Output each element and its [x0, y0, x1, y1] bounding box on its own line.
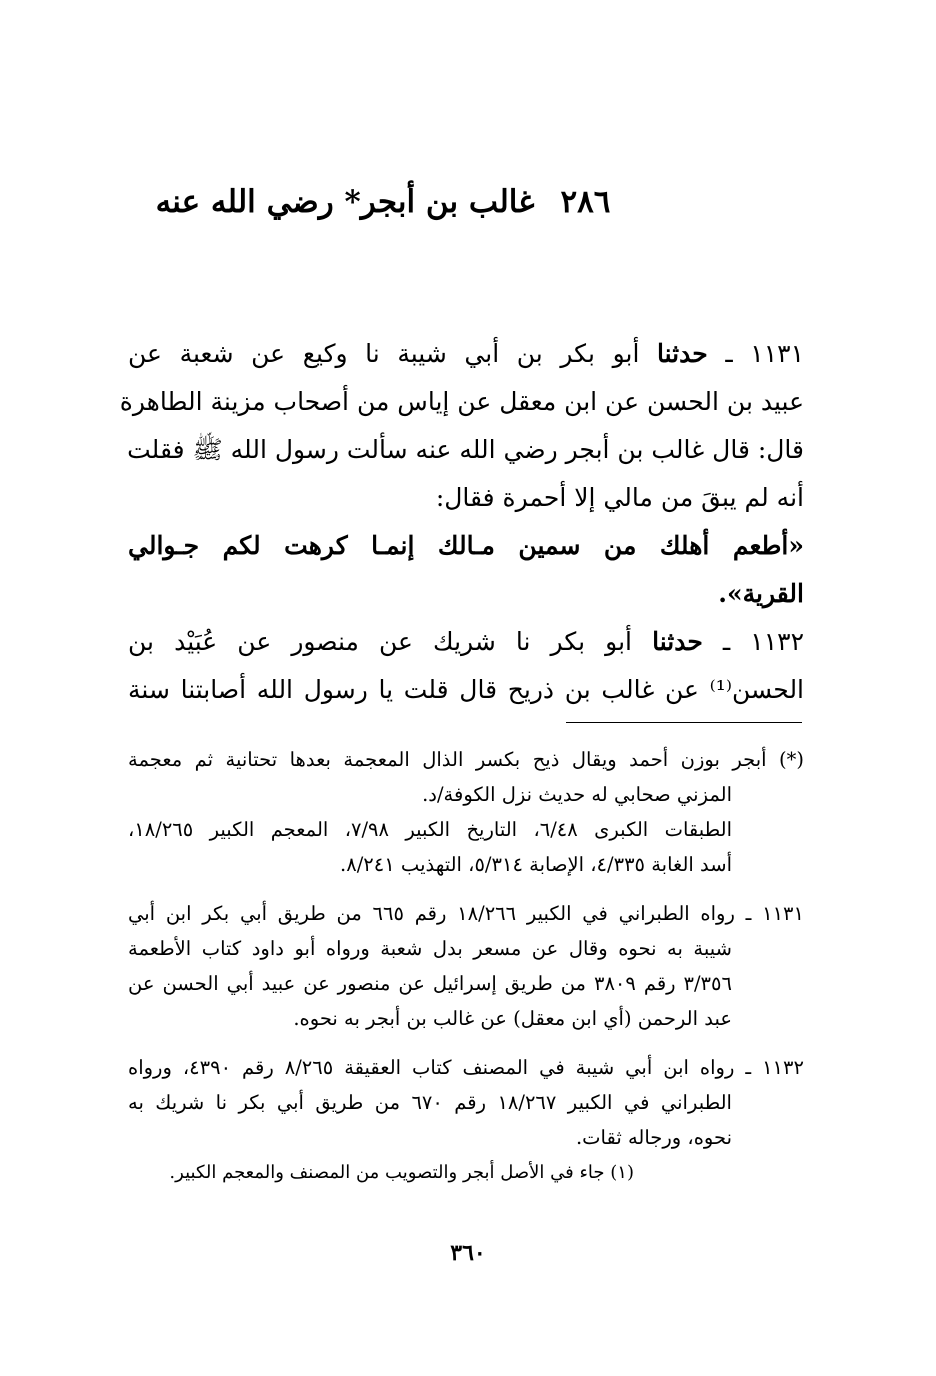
hadith-line: الحسن⁽¹⁾ عن غالب بن ذريح قال قلت يا رسول الله أصابتنا سنة	[128, 675, 805, 704]
hadith-line: ١١٣١ ـ حدثنا أبو بكر بن أبي شيبة نا وكيع عن شعبة عن	[128, 339, 805, 368]
footnote-1132: ١١٣٢ ـ رواه ابن أبي شيبة في المصنف كتاب العقيقة ٨/٢٦٥ رقم ٤٣٩٠، ورواه الطبراني في الكبير ١٨/٢٦٧ رقم ٦٧٠ من طريق أبي بكر نا شريك به نحوه، ورجاله ثقات. (١) جاء في الأصل أبجر والتصويب من المصنف والمعجم الكبير.	[128, 1050, 804, 1190]
footnote-divider	[566, 722, 802, 723]
hadith-number: ١١٣٢ ـ	[702, 627, 805, 656]
title-text: غالب بن أبجر* رضي الله عنه	[155, 184, 535, 220]
hadith-line: قال: قال غالب بن أبجر رضي الله عنه سألت رسول الله ﷺ فقلت	[127, 435, 804, 464]
footnotes	[128, 742, 804, 1204]
main-text	[119, 330, 805, 714]
footnote-biography: (*) أبجر بوزن أحمد ويقال ذيح بكسر الذال المعجمة بعدها تحتانية ثم معجمة المزني صحابي له حديث نزل الكوفة/د. الطبقات الكبرى ٦/٤٨، التاريخ الكبير ٧/٩٨، المعجم الكبير ١٨/٢٦٥، أسد الغابة ٤/٣٣٥، الإصابة ٥/٣١٤، التهذيب ٨/٢٤١.	[128, 748, 804, 876]
page-number: ٣٦٠	[450, 1240, 486, 1266]
page-title	[130, 182, 636, 222]
hadith-label: حدثنا	[657, 339, 708, 368]
hadith-line: أنه لم يبقَ من مالي إلا أحمرة فقال:	[435, 483, 804, 512]
footnote-1131: ١١٣١ ـ رواه الطبراني في الكبير ١٨/٢٦٦ رقم ٦٦٥ من طريق أبي بكر ابن أبي شيبة به نحوه وقال عن مسعر بدل شعبة ورواه أبو داود كتاب الأطعمة ٣/٣٥٦ رقم ٣٨٠٩ من طريق إسرائيل عن منصور عن عبيد أبي الحسن عن عبد الرحمن (أي ابن معقل) عن غالب بن أبجر به نحوه.	[128, 902, 804, 1030]
hadith-line: عبيد بن الحسن عن ابن معقل عن إياس من أصحاب مزينة الطاهرة	[119, 387, 804, 416]
hadith-line: ١١٣٢ ـ حدثنا أبو بكر نا شريك عن منصور عن عُبَيْد بن	[128, 627, 805, 656]
hadith-quote-line: «أطعم أهلك من سمين مـالك إنمـا كرهت لكم جـوالي	[128, 531, 804, 560]
title-number: ٢٨٦	[560, 184, 611, 220]
hadith-label: حدثنا	[652, 627, 703, 656]
hadith-quote-line: القرية».	[718, 579, 804, 608]
hadith-number: ١١٣١ ـ	[707, 339, 805, 368]
correction-note: (١) جاء في الأصل أبجر والتصويب من المصنف والمعجم الكبير.	[169, 1162, 634, 1183]
